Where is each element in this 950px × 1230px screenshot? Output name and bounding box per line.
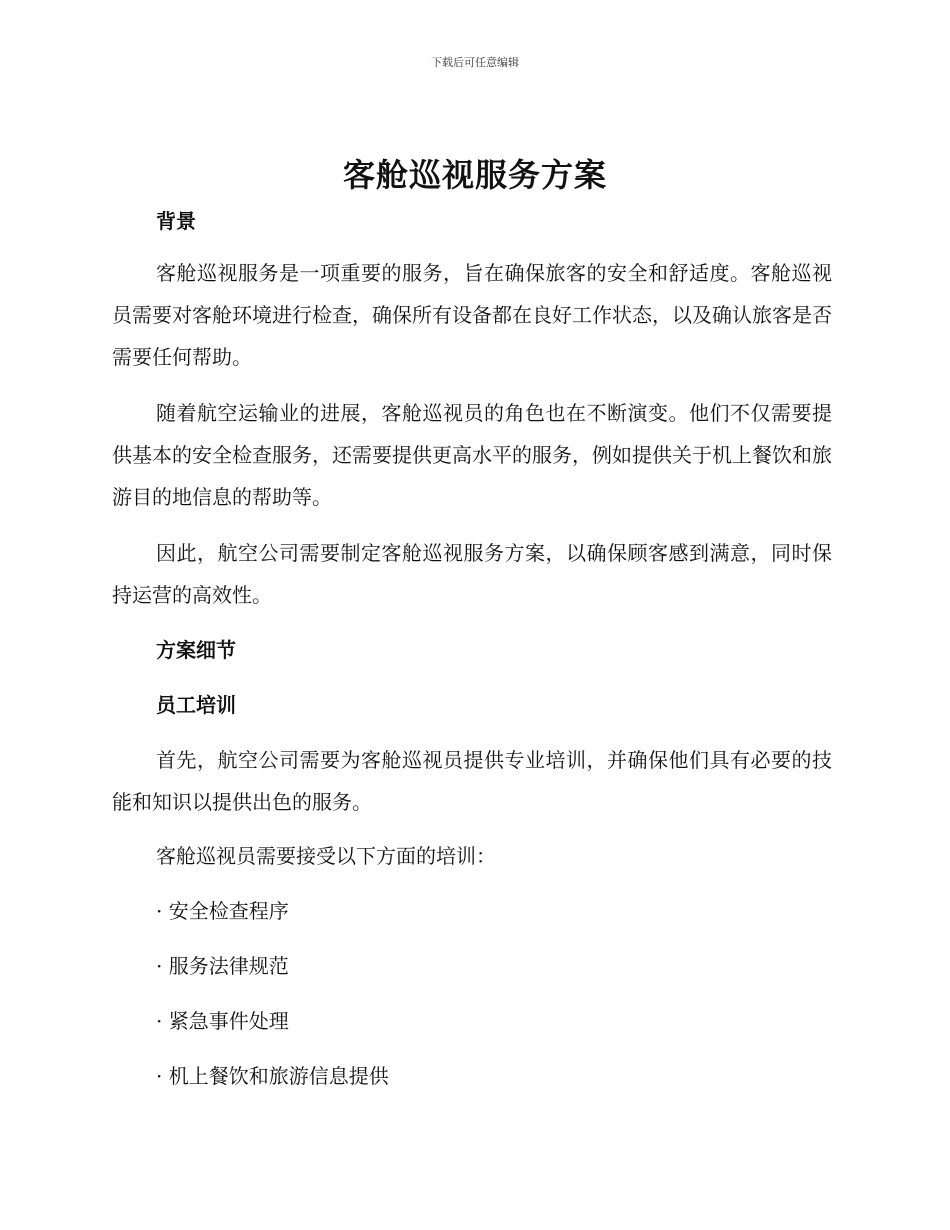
paragraph-background-1: 客舱巡视服务是一项重要的服务，旨在确保旅客的安全和舒适度。客舱巡视员需要对客舱环境进行检查，确保所有设备都在良好工作状态，以及确认旅客是否需要任何帮助。 xyxy=(112,261,832,369)
section-heading-training: 员工培训 xyxy=(156,693,236,717)
document-title: 客舱巡视服务方案 xyxy=(342,156,607,194)
list-item: · 机上餐饮和旅游信息提供 xyxy=(156,1064,389,1088)
list-item: · 服务法律规范 xyxy=(156,954,289,978)
list-item: · 安全检查程序 xyxy=(156,899,289,923)
list-item: · 紧急事件处理 xyxy=(156,1009,289,1033)
section-heading-details: 方案细节 xyxy=(156,638,236,662)
paragraph-background-2: 随着航空运输业的进展，客舱巡视员的角色也在不断演变。他们不仅需要提供基本的安全检查服务，还需要提供更高水平的服务，例如提供关于机上餐饮和旅游目的地信息的帮助等。 xyxy=(112,401,832,509)
paragraph-training-1: 首先，航空公司需要为客舱巡视员提供专业培训，并确保他们具有必要的技能和知识以提供出色的服务。 xyxy=(112,748,832,814)
paragraph-training-intro: 客舱巡视员需要接受以下方面的培训： xyxy=(156,844,496,868)
paragraph-background-3: 因此，航空公司需要制定客舱巡视服务方案，以确保顾客感到满意，同时保持运营的高效性。 xyxy=(112,541,832,607)
header-note: 下载后可任意编辑 xyxy=(431,56,519,69)
section-heading-background: 背景 xyxy=(156,209,196,233)
